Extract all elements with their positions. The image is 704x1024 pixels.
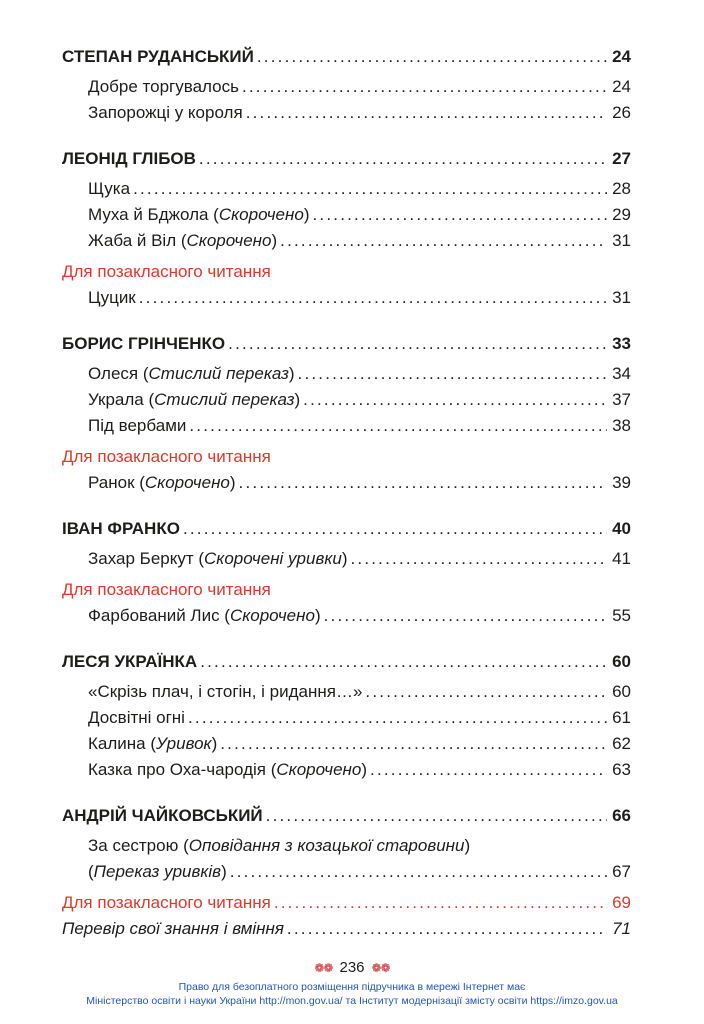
toc-entry-title: Олеся (Стислий переказ) [88,364,295,383]
toc-entry-page: 55 [612,606,631,625]
dot-leader [287,916,607,942]
toc-entry-page: 26 [612,103,631,122]
toc-entry-title: Фарбований Лис (Скорочено) [88,606,321,625]
toc-entry-title: Досвітні огні [88,708,185,727]
floral-ornament-right-icon: ❁❁ [371,960,390,975]
dot-leader [350,546,607,572]
toc-note-row [62,259,631,285]
toc-entry-title: СТЕПАН РУДАНСЬКИЙ [62,47,254,66]
toc-item-row [62,859,631,885]
toc-chapter-row [62,803,631,829]
toc-entry-title: Під вербами [88,416,187,435]
toc-entry-title: АНДРІЙ ЧАЙКОВСЬКИЙ [62,806,263,825]
dot-leader [242,74,607,100]
page-footer [0,959,704,1008]
dot-leader [228,331,607,357]
toc-entry-page: 31 [612,288,631,307]
toc-item-row [62,228,631,254]
toc-entry-page: 39 [612,473,631,492]
toc-item-row [62,202,631,228]
toc-entry-title: Перевір свої знання і вміння [62,919,284,938]
toc-entry-page: 69 [612,893,631,912]
dot-leader [313,202,608,228]
toc-entry-title: ЛЕСЯ УКРАЇНКА [62,652,198,671]
toc-entry-page: 28 [612,179,631,198]
toc-item-row [62,413,631,439]
toc-entry-title: Украла (Стислий переказ) [88,390,301,409]
toc-item-row [62,546,631,572]
dot-leader [303,387,607,413]
toc-entry-title: Жаба й Віл (Скорочено) [88,231,278,250]
toc-entry-page: 60 [612,652,631,671]
toc-entry-title: ЛЕОНІД ГЛІБОВ [62,149,196,168]
toc-item-row [62,361,631,387]
dot-leader [133,176,607,202]
toc-item-row [62,470,631,496]
toc-entry-page: 33 [612,334,631,353]
dot-leader [230,859,607,885]
toc-chapter-row [62,649,631,675]
toc-entry-title: (Переказ уривків) [88,862,227,881]
toc-entry-title: БОРИС ГРІНЧЕНКО [62,334,226,353]
toc-entry-title: Для позакласного читання [62,893,271,912]
toc-entry-title: Казка про Оха-чародія (Скорочено) [88,760,368,779]
toc-item-row [62,731,631,757]
toc-entry-page: 24 [612,47,631,66]
toc-chapter-row [62,331,631,357]
toc-item-row [62,285,631,311]
dot-leader [266,803,607,829]
toc-entry-title: Для позакласного читання [62,447,271,466]
toc-entry-page: 27 [612,149,631,168]
footer-credit-line-1: Право для безоплатного розміщення підручника в мережі Інтернет має [178,981,526,993]
dot-leader [199,146,607,172]
dot-leader [257,44,607,70]
page-number-row [0,959,704,976]
toc-entry-page: 66 [612,806,631,825]
toc-entry-title: Добре торгувалось [88,77,239,96]
toc-item-row [62,100,631,126]
toc-item-row [62,74,631,100]
toc-note-row [62,577,631,603]
dot-leader [188,705,607,731]
toc-entry-page: 34 [612,364,631,383]
toc-entry-page: 41 [612,549,631,568]
toc-entry-title: Захар Беркут (Скорочені уривки) [88,549,348,568]
dot-leader [200,649,607,675]
dot-leader [220,731,607,757]
toc-entry-title: Запорожці у короля [88,103,243,122]
toc-item-row [62,176,631,202]
dot-leader [370,757,607,783]
toc-entry-page: 62 [612,734,631,753]
toc-item-row [62,833,631,859]
dot-leader [280,228,607,254]
dot-leader [189,413,607,439]
toc-chapter-row [62,44,631,70]
toc-chapter-row [62,146,631,172]
toc-entry-page: 31 [612,231,631,250]
dot-leader [239,470,608,496]
footer-credit-line-2: Міністерство освіти і науки України http://mon.gov.ua/ та Інститут модернізації змісту освіти https://imzo.gov.ua [86,994,618,1007]
dot-leader [324,603,607,629]
toc-entry-title: Для позакласного читання [62,580,271,599]
toc-entry-page: 24 [612,77,631,96]
toc-entry-title: Для позакласного читання [62,262,271,281]
toc-entry-page: 60 [612,682,631,701]
toc-entry-page: 71 [612,919,631,938]
toc-entry-page: 67 [612,862,631,881]
toc-entry-page: 29 [612,205,631,224]
dot-leader [365,679,607,705]
toc-chapter-row [62,516,631,542]
dot-leader [298,361,608,387]
toc-item-row [62,705,631,731]
toc-entry-title: ІВАН ФРАНКО [62,519,180,538]
toc-entry-page: 61 [612,708,631,727]
toc-entry-page: 37 [612,390,631,409]
toc-item-row [62,387,631,413]
toc-entry-title: Калина (Уривок) [88,734,218,753]
toc-entry-title: Муха й Бджола (Скорочено) [88,205,310,224]
toc-entry-title: Цуцик [88,288,136,307]
toc-entry-page: 40 [612,519,631,538]
floral-ornament-left-icon: ❁❁ [314,960,333,975]
dot-leader [139,285,607,311]
toc-entry-title: «Скрізь плач, і стогін, і ридання…» [88,682,363,701]
toc-entry-title: За сестрою (Оповідання з козацької старовини) [88,836,471,855]
toc-review-row [62,916,631,942]
page-number: 236 [339,959,365,976]
toc-note-row [62,444,631,470]
dot-leader [274,890,607,916]
toc-item-row [62,679,631,705]
toc-note-paged-row [62,890,631,916]
toc-entry-page: 63 [612,760,631,779]
toc-item-row [62,603,631,629]
toc-entry-page: 38 [612,416,631,435]
toc-entry-title: Ранок (Скорочено) [88,473,236,492]
dot-leader [183,516,607,542]
toc-item-row [62,757,631,783]
toc-entry-title: Щука [88,179,131,198]
dot-leader [246,100,607,126]
